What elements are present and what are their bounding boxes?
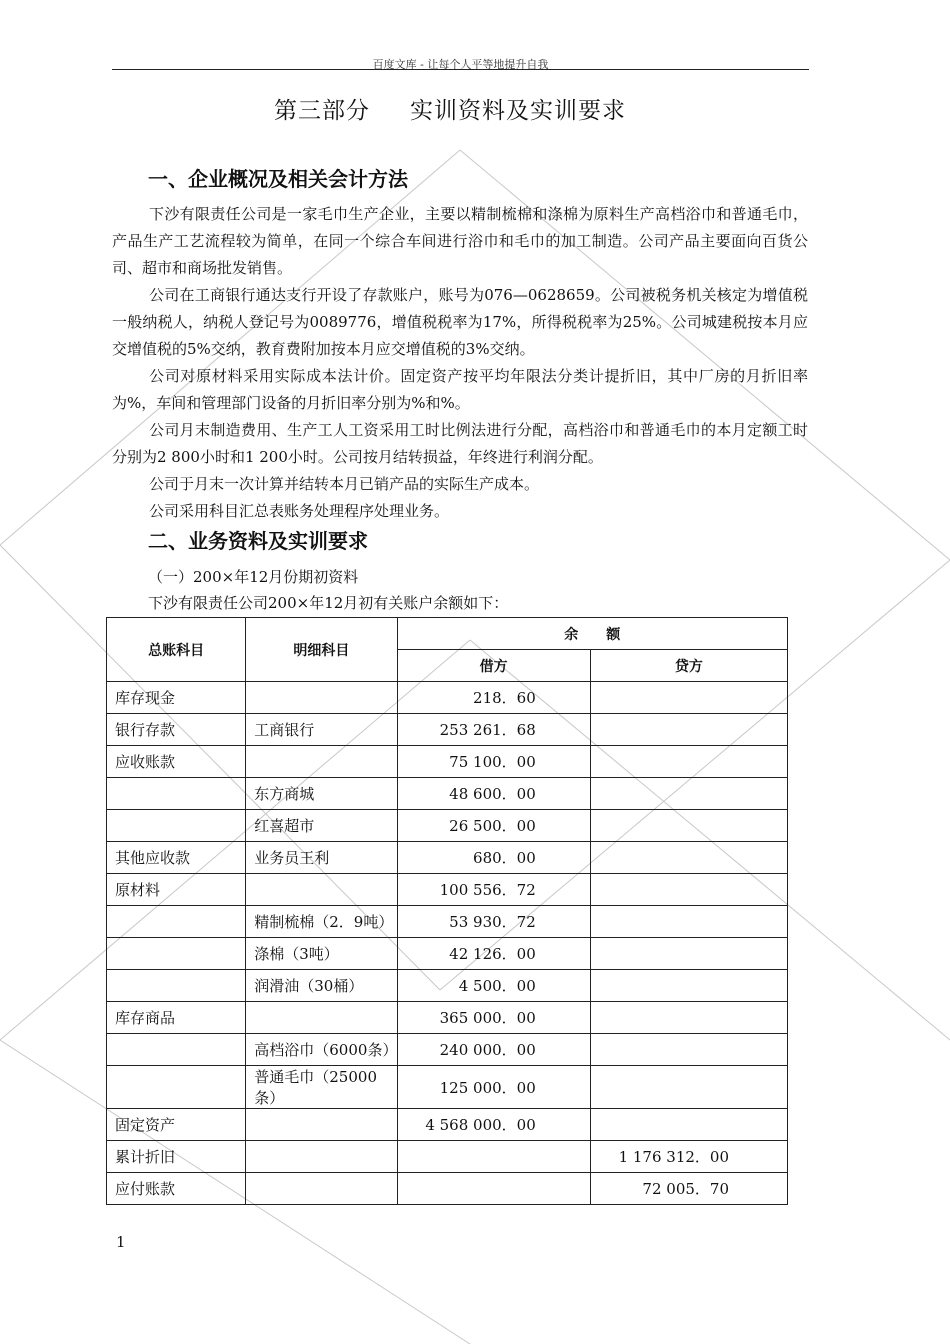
detail-cell bbox=[246, 1002, 397, 1034]
header-detail: 明细科目 bbox=[246, 618, 397, 682]
detail-cell bbox=[246, 1109, 397, 1141]
page-number: 1 bbox=[116, 1233, 126, 1251]
account-cell: 应付账款 bbox=[107, 1173, 246, 1205]
table-row bbox=[107, 1141, 788, 1173]
table-row bbox=[107, 1002, 788, 1034]
credit-cell bbox=[590, 810, 787, 842]
credit-cell bbox=[590, 1034, 787, 1066]
detail-cell: 涤棉（3吨） bbox=[246, 938, 397, 970]
debit-cell: 365 000．00 bbox=[397, 1002, 590, 1034]
detail-cell: 红喜超市 bbox=[246, 810, 397, 842]
account-cell bbox=[107, 906, 246, 938]
account-cell bbox=[107, 778, 246, 810]
debit-cell: 240 000．00 bbox=[397, 1034, 590, 1066]
detail-cell: 高档浴巾（6000条） bbox=[246, 1034, 397, 1066]
title-name: 实训资料及实训要求 bbox=[410, 98, 626, 124]
debit-cell: 26 500．00 bbox=[397, 810, 590, 842]
credit-cell bbox=[590, 1002, 787, 1034]
debit-cell: 48 600．00 bbox=[397, 778, 590, 810]
credit-cell bbox=[590, 746, 787, 778]
header-balance: 余 额 bbox=[397, 618, 787, 650]
credit-cell: 1 176 312．00 bbox=[590, 1141, 787, 1173]
paragraph: 公司月末制造费用、生产工人工资采用工时比例法进行分配，高档浴巾和普通毛巾的本月定额工时分别为2 800小时和1 200小时。公司按月结转损益，年终进行利润分配。 bbox=[112, 421, 808, 466]
credit-cell bbox=[590, 970, 787, 1002]
paragraph: 公司在工商银行通达支行开设了存款账户，账号为076—0628659。公司被税务机关核定为增值税一般纳税人，纳税人登记号为0089776，增值税税率为17%，所得税税率为25%。公司城建税按本月应交增值税的5%交纳，教育费附加按本月应交增值税的3%交纳。 bbox=[112, 286, 808, 358]
detail-cell: 精制梳棉（2．9吨） bbox=[246, 906, 397, 938]
balance-table bbox=[106, 617, 788, 1205]
debit-cell: 42 126．00 bbox=[397, 938, 590, 970]
paragraph: 下沙有限责任公司是一家毛巾生产企业，主要以精制梳棉和涤棉为原料生产高档浴巾和普通毛巾，产品生产工艺流程较为简单，在同一个综合车间进行浴巾和毛巾的加工制造。公司产品主要面向百货公司、超市和商场批发销售。 bbox=[112, 205, 808, 277]
detail-cell bbox=[246, 1141, 397, 1173]
credit-cell bbox=[590, 714, 787, 746]
detail-cell: 业务员王利 bbox=[246, 842, 397, 874]
debit-cell: 4 500．00 bbox=[397, 970, 590, 1002]
credit-cell: 72 005．70 bbox=[590, 1173, 787, 1205]
credit-cell bbox=[590, 906, 787, 938]
account-cell bbox=[107, 1034, 246, 1066]
detail-cell: 东方商城 bbox=[246, 778, 397, 810]
table-row bbox=[107, 938, 788, 970]
header-divider bbox=[112, 69, 809, 70]
debit-cell bbox=[397, 1173, 590, 1205]
table-row bbox=[107, 874, 788, 906]
debit-cell: 53 930．72 bbox=[397, 906, 590, 938]
paragraph: 公司采用科目汇总表账务处理程序处理业务。 bbox=[149, 502, 450, 520]
debit-cell: 4 568 000．00 bbox=[397, 1109, 590, 1141]
credit-cell bbox=[590, 1066, 787, 1109]
detail-cell bbox=[246, 746, 397, 778]
detail-cell bbox=[246, 1173, 397, 1205]
account-cell: 原材料 bbox=[107, 874, 246, 906]
debit-cell: 125 000．00 bbox=[397, 1066, 590, 1109]
account-cell bbox=[107, 1066, 246, 1109]
debit-cell: 100 556．72 bbox=[397, 874, 590, 906]
detail-cell: 润滑油（30桶） bbox=[246, 970, 397, 1002]
header-debit: 借方 bbox=[397, 650, 590, 682]
subsection-title: （一）200×年12月份期初资料 bbox=[148, 568, 359, 586]
detail-cell bbox=[246, 682, 397, 714]
table-row bbox=[107, 842, 788, 874]
credit-cell bbox=[590, 778, 787, 810]
table-row bbox=[107, 810, 788, 842]
credit-cell bbox=[590, 874, 787, 906]
account-cell bbox=[107, 970, 246, 1002]
detail-cell: 工商银行 bbox=[246, 714, 397, 746]
header-credit: 贷方 bbox=[590, 650, 787, 682]
title-part: 第三部分 bbox=[274, 98, 370, 124]
table-row bbox=[107, 1034, 788, 1066]
table-row bbox=[107, 714, 788, 746]
debit-cell bbox=[397, 1141, 590, 1173]
account-cell: 固定资产 bbox=[107, 1109, 246, 1141]
section2-heading: 二、业务资料及实训要求 bbox=[148, 529, 368, 553]
account-cell: 其他应收款 bbox=[107, 842, 246, 874]
table-intro: 下沙有限责任公司200×年12月初有关账户余额如下： bbox=[148, 594, 509, 612]
table-row bbox=[107, 746, 788, 778]
account-cell bbox=[107, 810, 246, 842]
account-cell: 库存商品 bbox=[107, 1002, 246, 1034]
debit-cell: 75 100．00 bbox=[397, 746, 590, 778]
account-cell: 应收账款 bbox=[107, 746, 246, 778]
account-cell: 累计折旧 bbox=[107, 1141, 246, 1173]
paragraph: 公司对原材料采用实际成本法计价。固定资产按平均年限法分类计提折旧，其中厂房的月折旧率为%，车间和管理部门设备的月折旧率分别为%和%。 bbox=[112, 367, 808, 412]
table-row bbox=[107, 682, 788, 714]
detail-cell bbox=[246, 874, 397, 906]
debit-cell: 680．00 bbox=[397, 842, 590, 874]
account-cell: 银行存款 bbox=[107, 714, 246, 746]
table-row bbox=[107, 1109, 788, 1141]
detail-cell: 普通毛巾（25000条） bbox=[246, 1066, 397, 1109]
account-cell: 库存现金 bbox=[107, 682, 246, 714]
credit-cell bbox=[590, 938, 787, 970]
credit-cell bbox=[590, 682, 787, 714]
table-row bbox=[107, 1173, 788, 1205]
page-title bbox=[0, 92, 900, 125]
table-row bbox=[107, 778, 788, 810]
debit-cell: 218．60 bbox=[397, 682, 590, 714]
page-header: 百度文库 - 让每个人平等地提升自我 bbox=[372, 58, 549, 71]
header-account: 总账科目 bbox=[107, 618, 246, 682]
section1-heading: 一、企业概况及相关会计方法 bbox=[148, 167, 408, 191]
table-row bbox=[107, 906, 788, 938]
credit-cell bbox=[590, 1109, 787, 1141]
account-cell bbox=[107, 938, 246, 970]
debit-cell: 253 261．68 bbox=[397, 714, 590, 746]
paragraph: 公司于月末一次计算并结转本月已销产品的实际生产成本。 bbox=[149, 475, 540, 493]
table-row bbox=[107, 1066, 788, 1109]
table-row bbox=[107, 970, 788, 1002]
credit-cell bbox=[590, 842, 787, 874]
